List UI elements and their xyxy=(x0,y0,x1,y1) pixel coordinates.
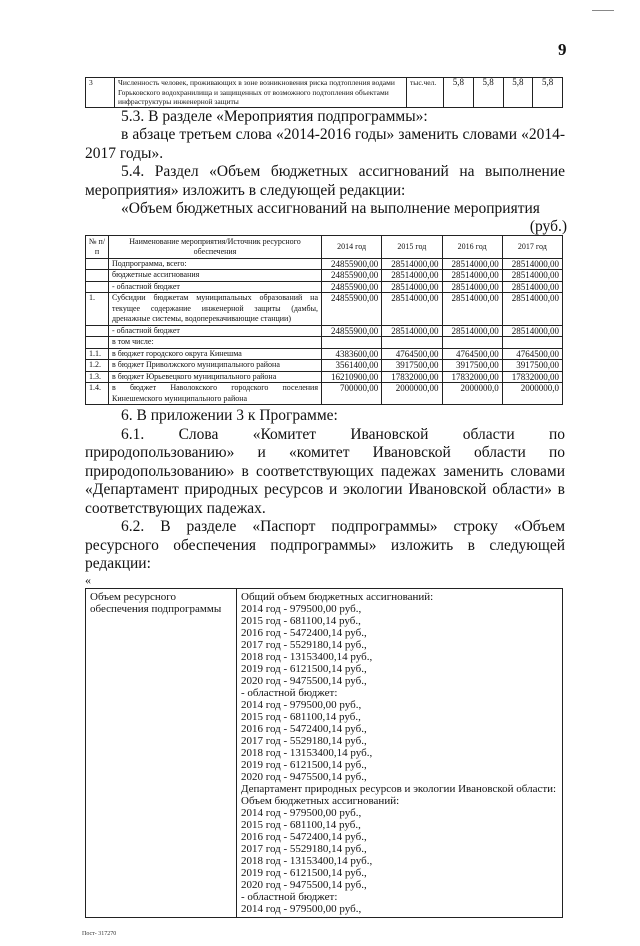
table-row xyxy=(86,270,563,282)
cell-value: 3917500,00 xyxy=(382,360,442,372)
table-row xyxy=(86,337,563,349)
table-row xyxy=(86,348,563,360)
table-header xyxy=(86,235,563,258)
cell-name: Субсидии бюджетам муниципальных образований на текущее содержание инженерной защиты (дамбы, дренажные системы, водоперекачивающие станции) xyxy=(109,293,322,326)
cell-name: в бюджет Наволокского городского поселения Кинешемского муниципального района xyxy=(109,383,322,405)
cell-num: 1.2. xyxy=(86,360,109,372)
cell-num: 3 xyxy=(86,78,115,108)
cell-value: 28514000,00 xyxy=(382,325,442,337)
table-row xyxy=(86,258,563,270)
cell-name: Подпрограмма, всего: xyxy=(109,258,322,270)
cell-name: Численность человек, проживающих в зоне возникновения риска подтопления водами Горьковского водохранилища и защищенных от возможного подтопления объектами инфраструктуры инженерной защиты xyxy=(115,78,407,108)
table-row xyxy=(86,383,563,405)
indicator-table xyxy=(85,77,563,108)
budget-line: - областной бюджет: xyxy=(241,686,338,699)
para-6: 6. В приложении 3 к Программе: xyxy=(121,407,338,424)
table-row xyxy=(86,281,563,293)
cell-value: 3917500,00 xyxy=(442,360,502,372)
cell-value: 28514000,00 xyxy=(502,258,562,270)
cell-name: в бюджет Юрьевецкого муниципального района xyxy=(109,371,322,383)
cell-value: 24855900,00 xyxy=(322,293,382,326)
cell-value: 2000000,0 xyxy=(502,383,562,405)
budget-line: 2018 год - 13153400,14 руб., xyxy=(241,650,373,663)
cell-value: 28514000,00 xyxy=(502,293,562,326)
cell-value: 2000000,00 xyxy=(382,383,442,405)
budget-line: 2018 год - 13153400,14 руб., xyxy=(241,746,373,759)
cell-value: 3917500,00 xyxy=(502,360,562,372)
cell-name: - областной бюджет xyxy=(109,325,322,337)
budget-line: 2014 год - 979500,00 руб., xyxy=(241,602,362,615)
cell-value xyxy=(322,337,382,349)
budget-line: 2018 год - 13153400,14 руб., xyxy=(241,854,373,867)
para-5-4: 5.4. Раздел «Объем бюджетных ассигнований на выполнение мероприятия» изложить в следующей редакции: xyxy=(85,163,565,199)
budget-line: 2019 год - 6121500,14 руб., xyxy=(241,866,367,879)
cell-value: 28514000,00 xyxy=(382,293,442,326)
budget-line: 2014 год - 979500,00 руб., xyxy=(241,806,362,819)
table-row xyxy=(86,78,563,108)
scan-mark xyxy=(592,10,614,11)
open-quote: « xyxy=(85,572,91,587)
table-row xyxy=(86,293,563,326)
cell-num xyxy=(86,270,109,282)
budget-line: 2014 год - 979500,00 руб., xyxy=(241,902,362,915)
cell-num: 1.1. xyxy=(86,348,109,360)
cell-value: 4764500,00 xyxy=(502,348,562,360)
cell-value: 28514000,00 xyxy=(442,293,502,326)
cell-value: 28514000,00 xyxy=(382,258,442,270)
para-5-3-text: в абзаце третьем слова «2014-2016 годы» заменить словами «2014-2017 годы». xyxy=(85,126,565,162)
budget-line: 2020 год - 9475500,14 руб., xyxy=(241,674,367,687)
budget-line: - областной бюджет: xyxy=(241,890,338,903)
cell-value xyxy=(502,337,562,349)
cell-num xyxy=(86,325,109,337)
cell-value xyxy=(382,337,442,349)
budget-line: 2016 год - 5472400,14 руб., xyxy=(241,722,367,735)
cell-value: 17832000,00 xyxy=(382,371,442,383)
table-row xyxy=(86,371,563,383)
cell-value: 5,8 xyxy=(533,78,563,108)
cell-value: 3561400,00 xyxy=(322,360,382,372)
section-title: «Объем бюджетных ассигнований на выполнение мероприятия xyxy=(121,200,540,217)
cell-value: 24855900,00 xyxy=(322,325,382,337)
cell-value: 28514000,00 xyxy=(502,325,562,337)
cell-num xyxy=(86,281,109,293)
budget-line: 2019 год - 6121500,14 руб., xyxy=(241,758,367,771)
cell-num: 1. xyxy=(86,293,109,326)
cell-num xyxy=(86,337,109,349)
cell-value xyxy=(442,337,502,349)
passport-table xyxy=(85,588,563,918)
cell-value: 17832000,00 xyxy=(442,371,502,383)
footer-code: Пост- 317270 xyxy=(82,930,117,937)
table-row xyxy=(86,360,563,372)
budget-line: 2015 год - 681100,14 руб., xyxy=(241,614,361,627)
cell-value: 17832000,00 xyxy=(502,371,562,383)
table-row xyxy=(86,588,563,917)
budget-line: 2020 год - 9475500,14 руб., xyxy=(241,878,367,891)
row-content xyxy=(237,588,563,917)
cell-unit: тыс.чел. xyxy=(407,78,444,108)
budget-line: Общий объем бюджетных ассигнований: xyxy=(241,590,434,603)
header-year: 2014 год xyxy=(322,235,382,258)
cell-value: 28514000,00 xyxy=(502,270,562,282)
cell-value: 28514000,00 xyxy=(442,281,502,293)
cell-value: 28514000,00 xyxy=(442,258,502,270)
cell-name: - областной бюджет xyxy=(109,281,322,293)
cell-value: 700000,00 xyxy=(322,383,382,405)
budget-line: 2014 год - 979500,00 руб., xyxy=(241,698,362,711)
cell-value: 16210900,00 xyxy=(322,371,382,383)
cell-value: 24855900,00 xyxy=(322,270,382,282)
header-num: № п/п xyxy=(86,235,109,258)
budget-line: 2019 год - 6121500,14 руб., xyxy=(241,662,367,675)
budget-line: 2016 год - 5472400,14 руб., xyxy=(241,626,367,639)
cell-value: 4764500,00 xyxy=(382,348,442,360)
cell-value: 24855900,00 xyxy=(322,258,382,270)
cell-name: бюджетные ассигнования xyxy=(109,270,322,282)
header-year: 2015 год xyxy=(382,235,442,258)
row-label: Объем ресурсного обеспечения подпрограммы xyxy=(86,588,237,917)
table-row xyxy=(86,325,563,337)
page-number: 9 xyxy=(558,40,567,59)
cell-value: 28514000,00 xyxy=(502,281,562,293)
cell-name: в том числе: xyxy=(109,337,322,349)
cell-value: 28514000,00 xyxy=(442,325,502,337)
cell-value: 28514000,00 xyxy=(442,270,502,282)
budget-line: 2015 год - 681100,14 руб., xyxy=(241,818,361,831)
budget-line: 2017 год - 5529180,14 руб., xyxy=(241,638,367,651)
cell-num xyxy=(86,258,109,270)
budget-line: 2020 год - 9475500,14 руб., xyxy=(241,770,367,783)
header-year: 2017 год xyxy=(502,235,562,258)
cell-num: 1.4. xyxy=(86,383,109,405)
cell-value: 5,8 xyxy=(473,78,503,108)
budget-line: 2015 год - 681100,14 руб., xyxy=(241,710,361,723)
cell-value: 28514000,00 xyxy=(382,281,442,293)
budget-line: 2016 год - 5472400,14 руб., xyxy=(241,830,367,843)
budget-line: Объем бюджетных ассигнований: xyxy=(241,794,400,807)
budget-line: Департамент природных ресурсов и экологии Ивановской области: xyxy=(241,782,557,795)
cell-num: 1.3. xyxy=(86,371,109,383)
cell-value: 28514000,00 xyxy=(382,270,442,282)
cell-value: 4383600,00 xyxy=(322,348,382,360)
cell-name: в бюджет Приволжского муниципального района xyxy=(109,360,322,372)
cell-value: 5,8 xyxy=(503,78,533,108)
budget-line: 2017 год - 5529180,14 руб., xyxy=(241,842,367,855)
header-name: Наименование мероприятия/Источник ресурсного обеспечения xyxy=(109,235,322,258)
cell-value: 24855900,00 xyxy=(322,281,382,293)
cell-value: 5,8 xyxy=(444,78,474,108)
budget-table xyxy=(85,235,563,406)
cell-value: 2000000,0 xyxy=(442,383,502,405)
budget-line: 2017 год - 5529180,14 руб., xyxy=(241,734,367,747)
header-year: 2016 год xyxy=(442,235,502,258)
para-5-3: 5.3. В разделе «Мероприятия подпрограммы»: xyxy=(121,107,428,125)
cell-value: 4764500,00 xyxy=(442,348,502,360)
cell-name: в бюджет городского округа Кинешма xyxy=(109,348,322,360)
unit-label: (руб.) xyxy=(529,217,567,235)
para-6-2: 6.2. В разделе «Паспорт подпрограммы» строку «Объем ресурсного обеспечения подпрограммы» изложить в следующей редакции: xyxy=(85,518,565,572)
para-6-1: 6.1. Слова «Комитет Ивановской области по природопользованию» и «комитет Ивановской области по природопользованию» в соответствующих падежах заменить словами «Департамент природных ресурсов и экологии Ивановской области» в соответствующих падежах. xyxy=(85,425,565,517)
